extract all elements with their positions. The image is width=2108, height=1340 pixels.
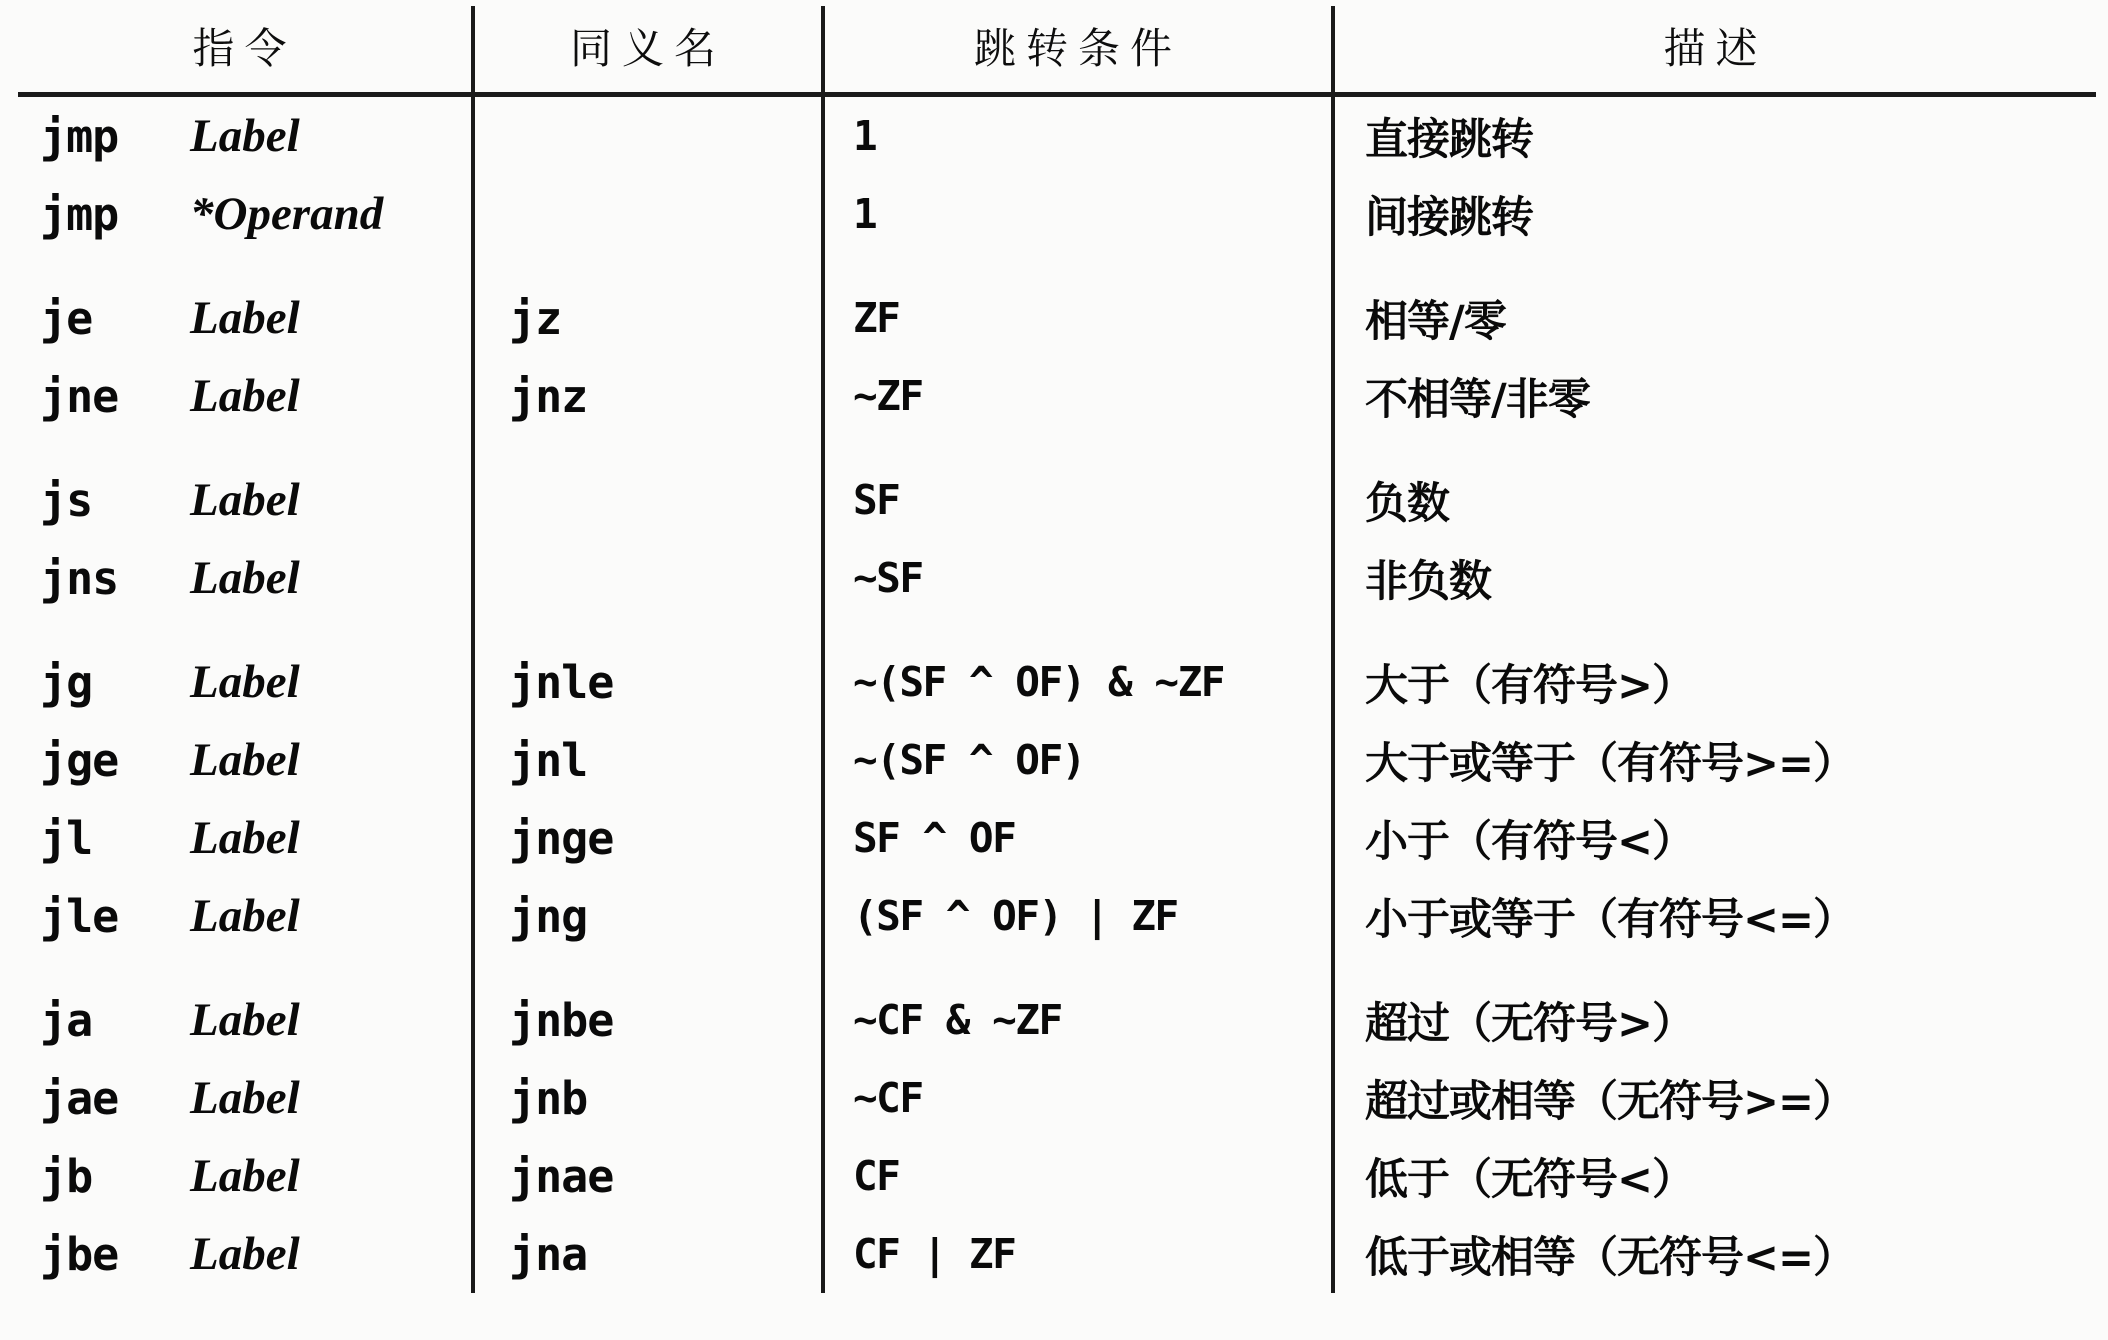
condition-text: ~ZF [853, 372, 923, 420]
synonym-text: jnz [509, 369, 588, 423]
cell-description [1333, 95, 2096, 176]
cell-synonym [473, 175, 823, 253]
cell-instruction [18, 279, 473, 357]
condition-text: CF [853, 1152, 900, 1200]
description-text: 大于（有符号>） [1365, 660, 1695, 711]
instruction-mnemonic: jle [40, 889, 119, 943]
table-body [18, 95, 2096, 1294]
cell-synonym [473, 539, 823, 617]
cell-synonym [473, 1215, 823, 1293]
instruction-mnemonic: jb [40, 1149, 93, 1203]
instruction-operand: Label [190, 370, 300, 422]
synonym-text [475, 539, 821, 617]
spacer-cell [18, 617, 473, 643]
spacer-cell [473, 253, 823, 279]
table-row [18, 981, 2096, 1059]
condition-text: ~CF & ~ZF [853, 996, 1062, 1044]
cell-instruction [18, 1215, 473, 1293]
instruction-mnemonic: je [40, 291, 93, 345]
table-row [18, 279, 2096, 357]
instruction-mnemonic: js [40, 473, 93, 527]
table-row [18, 877, 2096, 955]
cell-instruction [18, 721, 473, 799]
synonym-text: jnle [509, 655, 614, 709]
description-text: 不相等/非零 [1365, 374, 1590, 425]
cell-description [1333, 279, 2096, 357]
cell-synonym [473, 1059, 823, 1137]
instruction-operand: Label [190, 474, 300, 526]
cell-condition [823, 279, 1333, 357]
description-text: 超过（无符号>） [1365, 998, 1695, 1049]
cell-synonym [473, 357, 823, 435]
table-row [18, 461, 2096, 539]
instruction-mnemonic: jmp [40, 187, 119, 241]
spacer-cell [823, 253, 1333, 279]
row-group-spacer [18, 253, 2096, 279]
cell-condition [823, 981, 1333, 1059]
spacer-cell [18, 435, 473, 461]
spacer-cell [823, 617, 1333, 643]
instruction-mnemonic: jmp [40, 109, 119, 163]
cell-condition [823, 643, 1333, 721]
instruction-mnemonic: jae [40, 1071, 119, 1125]
cell-condition [823, 799, 1333, 877]
cell-instruction [18, 461, 473, 539]
synonym-text [475, 97, 821, 175]
instruction-mnemonic: jne [40, 369, 119, 423]
cell-condition [823, 95, 1333, 176]
cell-synonym [473, 279, 823, 357]
column-header-synonym: 同义名 [473, 6, 823, 95]
synonym-text: jng [509, 889, 588, 943]
cell-synonym [473, 95, 823, 176]
instruction-mnemonic: jg [40, 655, 93, 709]
instruction-operand: Label [190, 1228, 300, 1280]
cell-synonym [473, 799, 823, 877]
description-text: 低于或相等（无符号<=） [1365, 1232, 1856, 1283]
cell-description [1333, 799, 2096, 877]
instruction-mnemonic: jl [40, 811, 93, 865]
cell-description [1333, 1137, 2096, 1215]
cell-description [1333, 721, 2096, 799]
table-row [18, 1059, 2096, 1137]
description-text: 直接跳转 [1365, 114, 1533, 165]
cell-condition [823, 539, 1333, 617]
cell-description [1333, 1215, 2096, 1293]
cell-condition [823, 1137, 1333, 1215]
synonym-text: jnb [509, 1071, 588, 1125]
column-header-description: 描述 [1333, 6, 2096, 95]
cell-description [1333, 1059, 2096, 1137]
instruction-operand: Label [190, 734, 300, 786]
cell-condition [823, 721, 1333, 799]
row-group-spacer [18, 617, 2096, 643]
instruction-mnemonic: jns [40, 551, 119, 605]
synonym-text: jnae [509, 1149, 614, 1203]
cell-instruction [18, 357, 473, 435]
instruction-operand: Label [190, 994, 300, 1046]
instruction-mnemonic: jge [40, 733, 119, 787]
condition-text: (SF ^ OF) | ZF [853, 892, 1178, 940]
table-row [18, 799, 2096, 877]
spacer-cell [473, 435, 823, 461]
description-text: 负数 [1365, 478, 1449, 529]
cell-description [1333, 643, 2096, 721]
description-text: 非负数 [1365, 556, 1491, 607]
synonym-text [475, 461, 821, 539]
spacer-cell [1333, 435, 2096, 461]
table-row [18, 357, 2096, 435]
instruction-operand: *Operand [190, 188, 384, 240]
cell-condition [823, 357, 1333, 435]
table-row [18, 643, 2096, 721]
cell-instruction [18, 539, 473, 617]
instruction-operand: Label [190, 1150, 300, 1202]
description-text: 小于（有符号<） [1365, 816, 1695, 867]
table-row [18, 175, 2096, 253]
instruction-operand: Label [190, 292, 300, 344]
condition-text: CF | ZF [853, 1230, 1016, 1278]
synonym-text: jnl [509, 733, 588, 787]
synonym-text: jz [509, 291, 562, 345]
spacer-cell [473, 955, 823, 981]
table-row [18, 95, 2096, 176]
spacer-cell [823, 435, 1333, 461]
spacer-cell [473, 617, 823, 643]
condition-text: 1 [853, 190, 877, 238]
description-text: 超过或相等（无符号>=） [1365, 1076, 1856, 1127]
instruction-operand: Label [190, 1072, 300, 1124]
column-header-condition: 跳转条件 [823, 6, 1333, 95]
description-text: 大于或等于（有符号>=） [1365, 738, 1856, 789]
row-group-spacer [18, 435, 2096, 461]
instruction-mnemonic: jbe [40, 1227, 119, 1281]
description-text: 间接跳转 [1365, 192, 1533, 243]
cell-condition [823, 877, 1333, 955]
instruction-operand: Label [190, 890, 300, 942]
cell-instruction [18, 643, 473, 721]
description-text: 小于或等于（有符号<=） [1365, 894, 1856, 945]
condition-text: ZF [853, 294, 900, 342]
instruction-operand: Label [190, 812, 300, 864]
cell-description [1333, 357, 2096, 435]
jump-instruction-table [18, 6, 2096, 1293]
cell-description [1333, 981, 2096, 1059]
table-row [18, 721, 2096, 799]
table-header-row [18, 6, 2096, 95]
spacer-cell [18, 955, 473, 981]
spacer-cell [1333, 955, 2096, 981]
cell-condition [823, 1215, 1333, 1293]
spacer-cell [18, 253, 473, 279]
cell-condition [823, 175, 1333, 253]
cell-instruction [18, 799, 473, 877]
condition-text: ~CF [853, 1074, 923, 1122]
row-group-spacer [18, 955, 2096, 981]
condition-text: ~(SF ^ OF) & ~ZF [853, 658, 1224, 706]
synonym-text: jnge [509, 811, 614, 865]
condition-text: SF ^ OF [853, 814, 1016, 862]
condition-text: SF [853, 476, 900, 524]
synonym-text: jnbe [509, 993, 614, 1047]
cell-synonym [473, 877, 823, 955]
spacer-cell [823, 955, 1333, 981]
synonym-text [475, 175, 821, 253]
table-row [18, 1137, 2096, 1215]
instruction-operand: Label [190, 110, 300, 162]
instruction-operand: Label [190, 552, 300, 604]
description-text: 低于（无符号<） [1365, 1154, 1695, 1205]
description-text: 相等/零 [1365, 296, 1506, 347]
cell-synonym [473, 1137, 823, 1215]
instruction-mnemonic: ja [40, 993, 93, 1047]
cell-condition [823, 1059, 1333, 1137]
condition-text: ~SF [853, 554, 923, 602]
spacer-cell [1333, 617, 2096, 643]
cell-instruction [18, 1137, 473, 1215]
synonym-text: jna [509, 1227, 588, 1281]
cell-description [1333, 877, 2096, 955]
cell-description [1333, 539, 2096, 617]
cell-synonym [473, 981, 823, 1059]
spacer-cell [1333, 253, 2096, 279]
cell-synonym [473, 461, 823, 539]
cell-synonym [473, 643, 823, 721]
cell-instruction [18, 175, 473, 253]
condition-text: ~(SF ^ OF) [853, 736, 1085, 784]
cell-instruction [18, 877, 473, 955]
cell-synonym [473, 721, 823, 799]
condition-text: 1 [853, 112, 877, 160]
instruction-operand: Label [190, 656, 300, 708]
cell-instruction [18, 95, 473, 176]
cell-instruction [18, 981, 473, 1059]
cell-description [1333, 461, 2096, 539]
cell-instruction [18, 1059, 473, 1137]
cell-description [1333, 175, 2096, 253]
cell-condition [823, 461, 1333, 539]
column-header-instruction: 指令 [18, 6, 473, 95]
table-row [18, 1215, 2096, 1293]
table-row [18, 539, 2096, 617]
